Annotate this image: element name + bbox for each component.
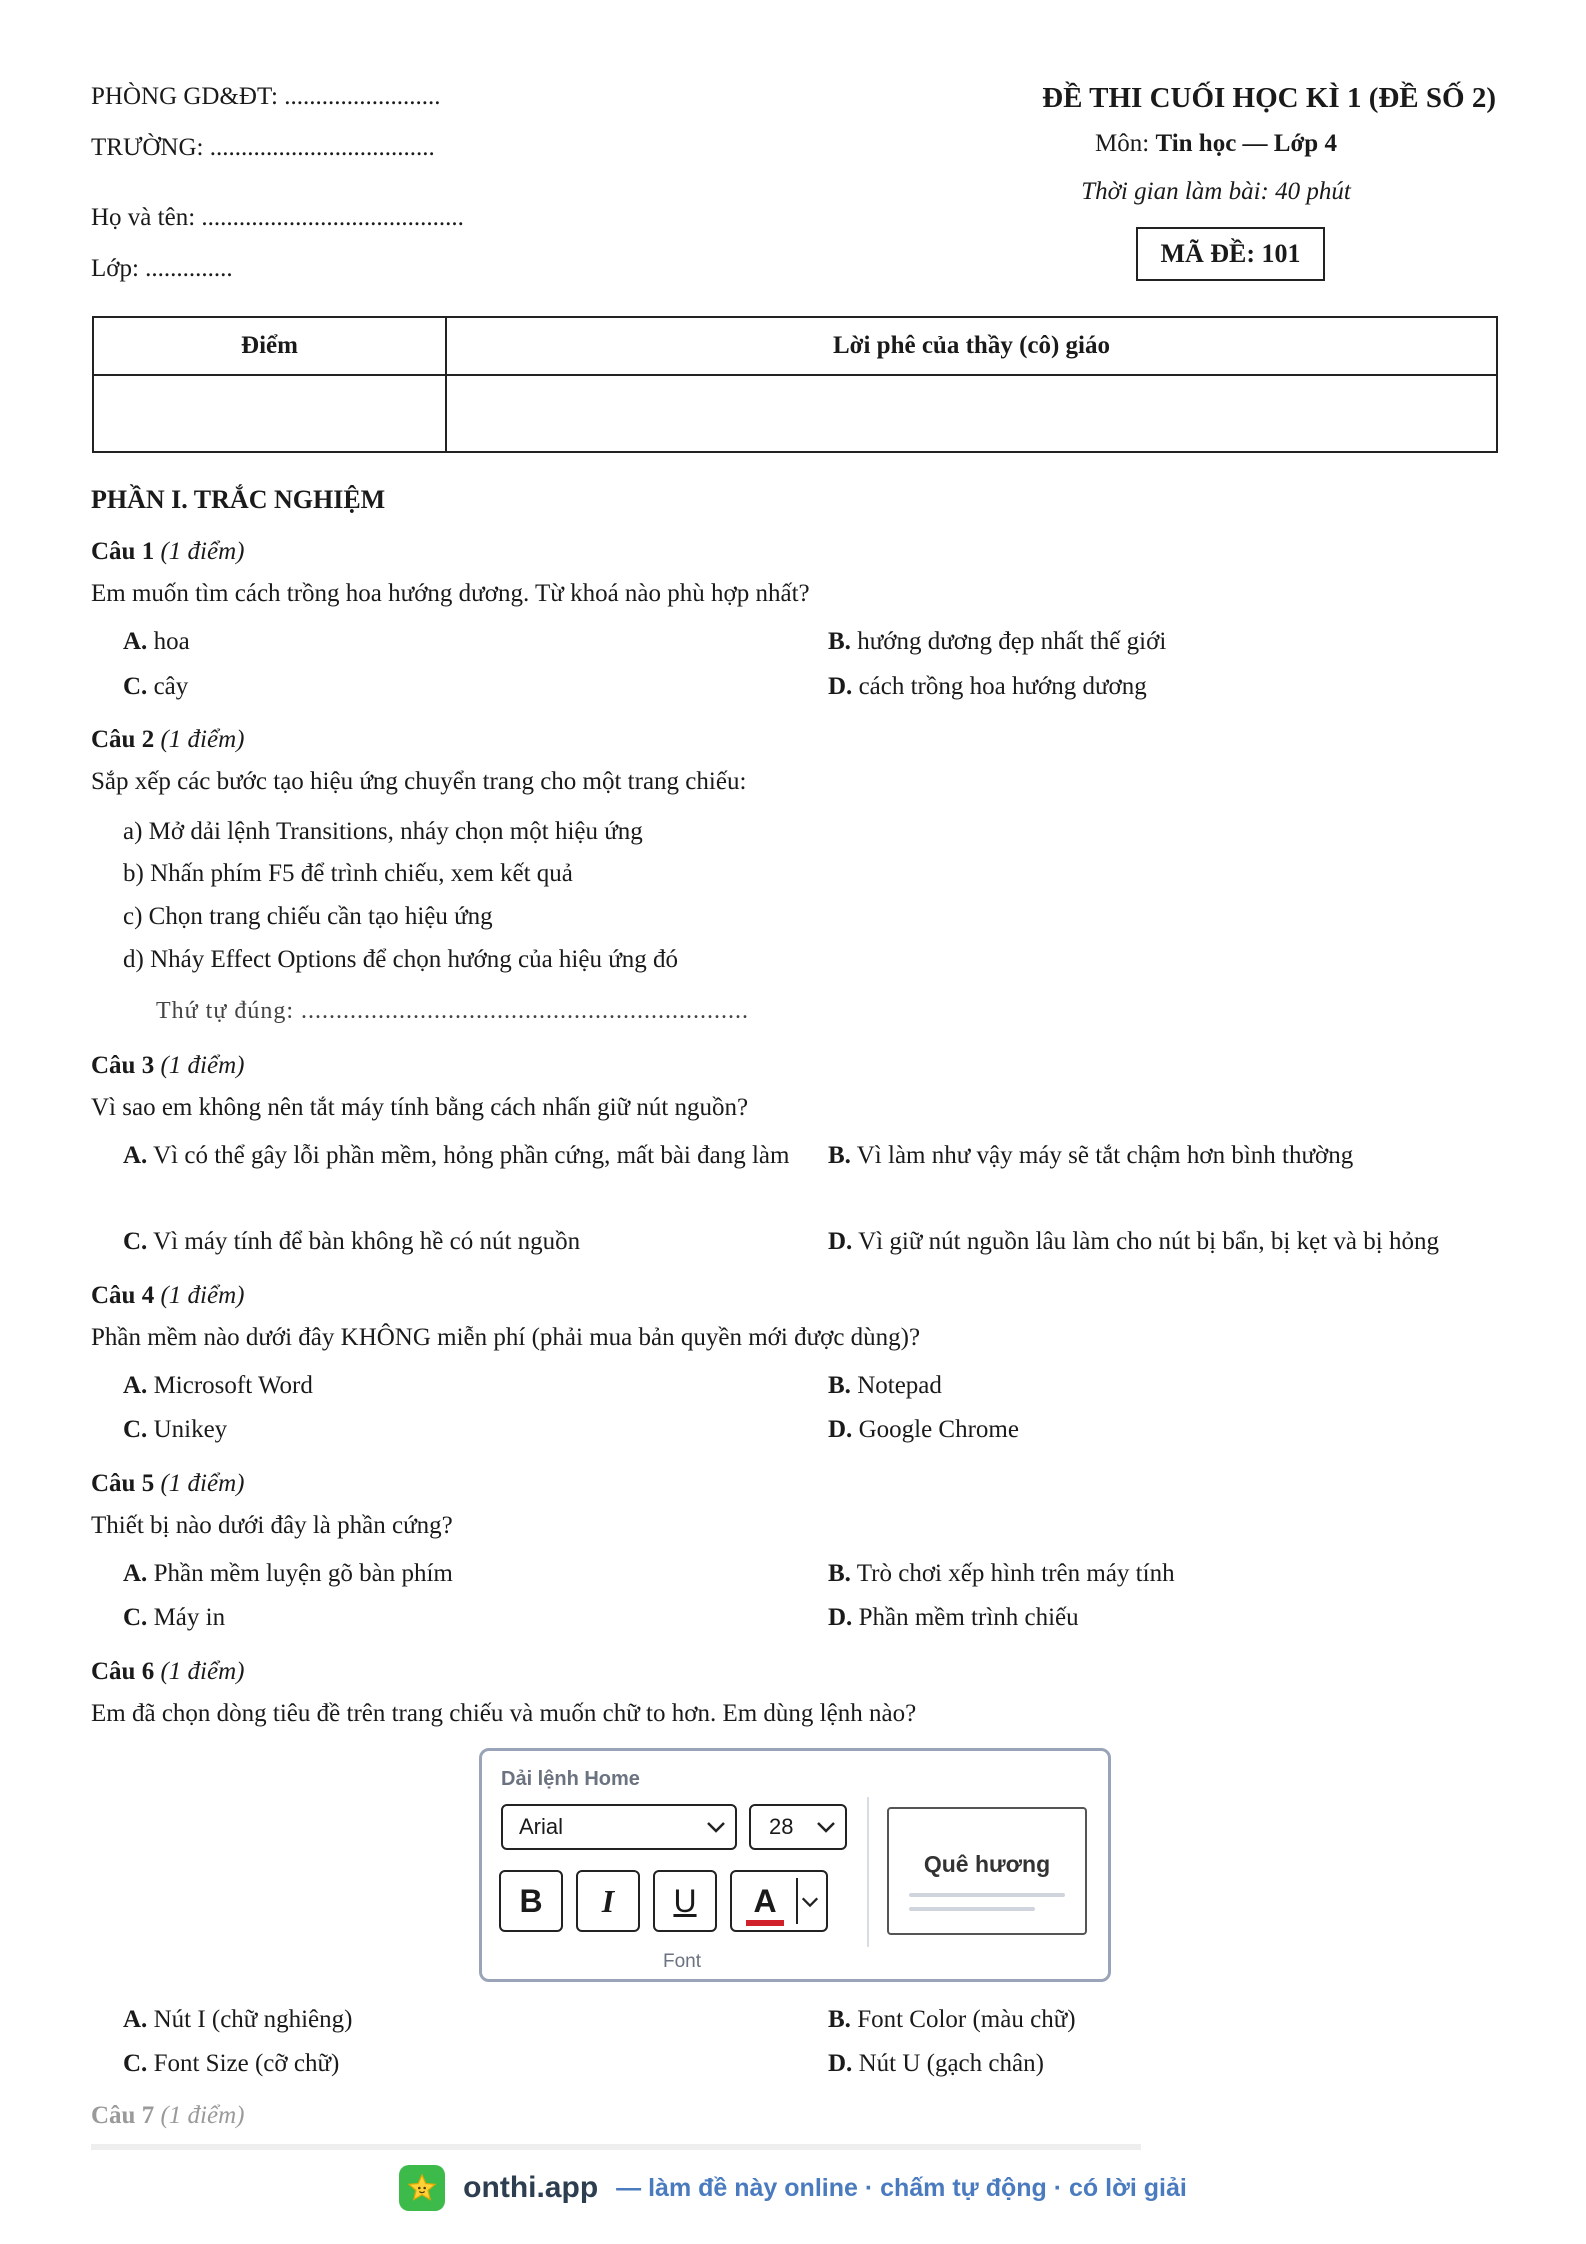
preview-line [909,1893,1065,1897]
option-letter: A. [123,628,148,655]
option-letter: A. [123,1142,148,1169]
q6-option-b[interactable] [828,2000,1076,2040]
option-text: cách trồng hoa hướng dương [858,673,1147,700]
question-3-head [91,1052,244,1080]
option-text: Nút I (chữ nghiêng) [153,2006,353,2033]
duration: Thời gian làm bài: 40 phút [1081,178,1351,205]
option-letter: B. [828,2006,851,2033]
home-ribbon-illustration [479,1748,1111,1982]
score-cell[interactable] [93,375,446,452]
italic-button[interactable] [576,1870,640,1932]
q5-option-c[interactable] [123,1598,225,1638]
question-4-head [91,1282,244,1310]
option-text: Vì máy tính để bàn không hề có nút nguồn [153,1228,581,1255]
question-2-text: Sắp xếp các bước tạo hiệu ứng chuyển trang cho một trang chiếu: [91,768,747,795]
question-5-head [91,1470,244,1498]
dept-field: PHÒNG GD&ĐT: ......................... [91,83,441,110]
option-text: Máy in [153,1604,226,1631]
slide-preview [887,1807,1087,1935]
faded-text-strip [91,2142,1141,2154]
question-5-text: Thiết bị nào dưới đây là phần cứng? [91,1512,453,1539]
q6-option-a[interactable] [123,2000,352,2040]
option-letter: D. [828,1228,853,1255]
chevron-down-icon[interactable] [800,1892,820,1912]
option-text: hoa [153,628,190,655]
question-label: Câu 2 [91,726,155,753]
q2-step-c: c) Chọn trang chiếu cần tạo hiệu ứng [123,903,493,930]
school-field: TRƯỜNG: .................................... [91,134,435,161]
question-2-head [91,726,244,754]
q3-option-d[interactable] [828,1222,1439,1262]
question-points: (1 điểm) [160,2102,245,2129]
question-label: Câu 6 [91,1658,155,1685]
question-7-head [91,2102,244,2130]
score-header: Điểm [93,317,446,375]
section-title: PHẦN I. TRẮC NGHIỆM [91,485,386,514]
option-text: Font Size (cỡ chữ) [153,2050,340,2077]
font-name-value: Arial [519,1814,564,1839]
q2-step-a: a) Mở dải lệnh Transitions, nháy chọn một hiệu ứng [123,818,643,845]
star-logo-icon [399,2165,445,2211]
question-3-text: Vì sao em không nên tắt máy tính bằng cách nhấn giữ nút nguồn? [91,1094,749,1121]
promo-footer[interactable] [0,2160,1586,2216]
subject-prefix: Môn: [1095,130,1156,157]
option-letter: D. [828,1604,853,1631]
font-color-button[interactable] [730,1870,828,1932]
option-letter: A. [123,1372,148,1399]
option-text: Google Chrome [858,1416,1019,1443]
question-points: (1 điểm) [160,1470,245,1497]
question-1-head [91,538,244,566]
underline-button[interactable] [653,1870,717,1932]
subject-line [936,130,1496,158]
q4-option-b[interactable] [828,1366,942,1406]
exam-code-box: MÃ ĐỀ: 101 [1136,227,1325,281]
q1-option-c[interactable] [123,667,188,707]
question-4-text: Phần mềm nào dưới đây KHÔNG miễn phí (phải mua bản quyền mới được dùng)? [91,1324,921,1351]
font-group-label: Font [662,1951,702,1972]
comment-header: Lời phê của thầy (cô) giáo [446,317,1497,375]
group-separator [867,1797,869,1947]
option-letter: B. [828,1560,851,1587]
comment-cell[interactable] [446,375,1497,452]
option-letter: D. [828,2050,853,2077]
exam-title: ĐỀ THI CUỐI HỌC KÌ 1 (ĐỀ SỐ 2) [1042,82,1496,114]
split-divider [796,1878,798,1924]
option-text: Microsoft Word [153,1372,313,1399]
option-text: Vì làm như vậy máy sẽ tắt chậm hơn bình thường [856,1142,1354,1169]
question-label: Câu 1 [91,538,155,565]
q2-answer-line[interactable]: Thứ tự đúng: ................................................................ [156,998,750,1024]
question-points: (1 điểm) [160,726,245,753]
option-text: Nút U (gạch chân) [858,2050,1044,2077]
font-name-dropdown[interactable] [501,1804,737,1850]
option-letter: C. [123,2050,148,2077]
font-size-value: 28 [769,1814,794,1839]
option-text: Vì có thể gây lỗi phần mềm, hỏng phần cứng, mất bài đang làm [153,1142,790,1169]
brand-name: onthi.app [463,2171,599,2204]
option-letter: B. [828,1372,851,1399]
q5-option-d[interactable] [828,1598,1079,1638]
italic-icon: I [601,1882,615,1919]
option-text: Trò chơi xếp hình trên máy tính [856,1560,1175,1587]
color-bar [746,1920,784,1926]
option-text: Vì giữ nút nguồn lâu làm cho nút bị bẩn, bị kẹt và bị hỏng [858,1228,1439,1255]
q3-option-b[interactable] [828,1136,1353,1176]
question-6-head [91,1658,244,1686]
q4-option-d[interactable] [828,1410,1019,1450]
q5-option-a[interactable] [123,1554,453,1594]
question-1-text: Em muốn tìm cách trồng hoa hướng dương. Từ khoá nào phù hợp nhất? [91,580,810,607]
option-letter: A. [123,2006,148,2033]
option-text: hướng dương đẹp nhất thế giới [857,628,1167,655]
preview-title: Quê hương [923,1851,1051,1877]
star-icon [406,2172,438,2204]
chevron-down-icon [705,1816,727,1838]
option-letter: A. [123,1560,148,1587]
option-text: cây [153,673,189,700]
option-text: Unikey [153,1416,228,1443]
question-label: Câu 5 [91,1470,155,1497]
question-points: (1 điểm) [160,1282,245,1309]
option-text: Phần mềm trình chiếu [858,1604,1079,1631]
q4-option-c[interactable] [123,1410,227,1450]
question-label: Câu 4 [91,1282,155,1309]
option-letter: D. [828,673,853,700]
underline-icon: U [673,1882,697,1919]
preview-line [909,1907,1035,1911]
q3-option-a[interactable] [123,1136,799,1176]
name-field: Họ và tên: .......................................... [91,204,464,231]
question-points: (1 điểm) [160,1658,245,1685]
font-size-dropdown[interactable] [749,1804,847,1850]
chevron-down-icon [815,1816,837,1838]
bold-button[interactable] [499,1870,563,1932]
option-letter: C. [123,1228,148,1255]
option-letter: B. [828,1142,851,1169]
option-letter: D. [828,1416,853,1443]
q6-option-c[interactable] [123,2044,339,2084]
option-text: Font Color (màu chữ) [857,2006,1076,2033]
score-table [92,316,1498,453]
option-letter: C. [123,1416,148,1443]
option-text: Phần mềm luyện gõ bàn phím [153,1560,453,1587]
subject-name: Tin học — Lớp 4 [1155,130,1337,157]
option-letter: C. [123,673,148,700]
ribbon-title: Dải lệnh Home [501,1768,640,1790]
q1-option-b[interactable] [828,622,1166,662]
option-letter: C. [123,1604,148,1631]
class-field: Lớp: .............. [91,255,233,282]
q2-step-d: d) Nháy Effect Options để chọn hướng của hiệu ứng đó [123,946,679,973]
option-letter: B. [828,628,851,655]
q1-option-d[interactable] [828,667,1147,707]
bold-icon: B [519,1882,543,1919]
q3-option-c[interactable] [123,1222,580,1262]
q4-option-a[interactable] [123,1366,313,1406]
footer-tagline: — làm đề này online · chấm tự động · có lời giải [616,2173,1187,2202]
q2-step-b: b) Nhấn phím F5 để trình chiếu, xem kết quả [123,860,573,887]
question-label: Câu 3 [91,1052,155,1079]
q5-option-b[interactable] [828,1554,1175,1594]
question-label: Câu 7 [91,2102,155,2129]
question-points: (1 điểm) [160,538,245,565]
question-points: (1 điểm) [160,1052,245,1079]
option-text: Notepad [857,1372,942,1399]
font-color-letter: A [753,1882,777,1919]
q6-option-d[interactable] [828,2044,1044,2084]
q1-option-a[interactable] [123,622,190,662]
font-color-icon [746,1883,784,1920]
question-6-text: Em đã chọn dòng tiêu đề trên trang chiếu và muốn chữ to hơn. Em dùng lệnh nào? [91,1700,917,1727]
